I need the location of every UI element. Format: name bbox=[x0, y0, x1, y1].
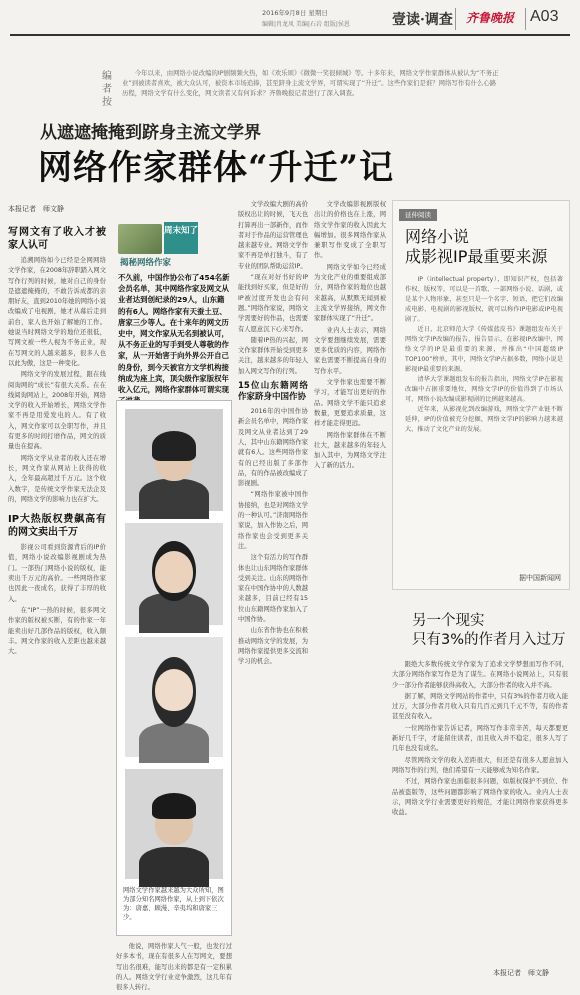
sidebar-title bbox=[405, 227, 547, 267]
book-icon bbox=[118, 224, 162, 254]
right-article-title bbox=[412, 612, 566, 650]
highlight-lead: 不久前，中国作协公布了454名新会员名单，其中网络作家及网文从业者达到创纪录的29人，山东籍的有6人。网络作家有天蚕土豆、唐家三少等人。在十来年的网文历史中，网文作家从无名到被认可，从不务正业的写手到受人尊敬的作家，从一开始害于向外界公开自己的身份，到今天被官方文学机构接纳成为座上宾，顶尖级作家版权年收入亿元，网络作家群体可谓实现 bbox=[118, 273, 230, 395]
right-byline: 本报记者 师文静 bbox=[493, 969, 549, 977]
paragraph: “网络作家被中国作协接纳，也是对网络文学的一种认可。”济南网络作家说，加入作协之后，网络作家也会受到更多关注。 bbox=[238, 491, 308, 550]
main-headline: 网络作家群体“升迁”记 bbox=[38, 148, 395, 188]
masthead bbox=[0, 0, 580, 40]
paragraph: 文学作家也需要不断学习，才能写出更好的作品。网络文学不能只追求数量，更要追求质量，这样才能走得更远。 bbox=[314, 379, 386, 428]
editor-note-label: 编者按 bbox=[102, 71, 112, 108]
paragraph: 文学改编影视剧版权出让的价格也在上涨，网络文学作家的收入因此大幅增加。很多网络作家从兼职写作变成了全职写作。 bbox=[314, 201, 386, 260]
paragraph: 尽管网络文学的收入差距很大，但还是有很多人愿意加入网络写作的行列，他们希望有一天能够成为知名作家。 bbox=[392, 756, 568, 774]
issue-date: 2016年9月8日 星期日 bbox=[262, 9, 328, 17]
paragraph: 随着IP热的兴起，网文作家群体开始受到更多关注，越来越多的年轻人加入网文写作的行列。 bbox=[238, 336, 308, 375]
paragraph: 网络文学如今已经成为文化产业的重要组成部分，网络作家的地位也越来越高，从默默无闻到被主流文学界接纳，网文作家群体实现了“升迁”。 bbox=[314, 263, 386, 323]
sidebar-text bbox=[405, 275, 563, 567]
section-title: IP大热版权费飙高有的网文卖出千万 bbox=[8, 514, 106, 539]
divider bbox=[455, 8, 456, 30]
paragraph: 跟绝大多数传统文学作家为了追求文学梦想而写作不同，大部分网络作家写作是为了谋生。在网络小说网站上，只有很少一部分作者能够获得高收入，大部分作者的收入并不高。 bbox=[392, 661, 568, 689]
article-column-4 bbox=[314, 200, 386, 960]
article-column-1 bbox=[8, 222, 106, 952]
paragraph: 这个有活力的写作群体也让山东网络作家群体受到关注。山东的网络作家在中国作协中的人数越来越多，目前已经有15位山东籍网络作家加入了中国作协。 bbox=[238, 554, 308, 623]
paragraph: 山东省作协也在积极推动网络文学的发展，为网络作家提供更多交流和学习的机会。 bbox=[238, 627, 308, 666]
paragraph: 网络文学从业者的收入还在增长，网文作家从网站上获得的收入，全年最高超过千万元。这个收入数字，是传统文学作家无法企及的，网络文学的影响力也在扩大。 bbox=[8, 454, 106, 503]
column-title: 壹读·调查 bbox=[392, 12, 453, 28]
paragraph: 近年来，从影视化到改编游戏，网络文学产业链不断延伸，IP的价值被充分挖掘，网络文学IP的影响力越来越大，推动了文化产业的发展。 bbox=[405, 406, 563, 433]
paragraph: 不过，网络作家也面临很多问题，如版权保护不到位、作品被盗版等，这些问题都影响了网络作家的收入。业内人士表示，网络文学行业需要更好的规范，才能让网络作家获得更多收益。 bbox=[392, 778, 568, 817]
section-title: 写网文有了收入才被家人认可 bbox=[8, 227, 106, 251]
section-title: 15位山东籍网络作家跻身中国作协 bbox=[238, 381, 308, 403]
paragraph: 网络作家群体在不断壮大，越来越多的年轻人加入其中，为网络文学注入了新的活力。 bbox=[314, 431, 386, 470]
article-column-2 bbox=[116, 942, 232, 992]
paragraph: 他说，网络作家人气一般，也发行过好多本书，现在有很多人在写网文，要想写出名很难，能写出来的都是有一定积累的人。网络文学行业竞争激烈，这几年有很多人转行。 bbox=[116, 943, 232, 992]
sidebar-source: 据中国新闻网 bbox=[519, 574, 561, 582]
paragraph: 2016年的中国作协新会员名单中，网络作家及网文从业者达到了29人，其中山东籍网络作家就有6人。这些网络作家有的已经出版了多部作品，有的作品被改编成了影视剧。 bbox=[238, 408, 308, 488]
paragraph: 追溯网络如今已经是全网网络文学作家，在2008年辞职踏入网文写作行列的时候，她对自己的身份是遮遮掩掩的，不敢告诉成都的亲朋好友，直到2010年她的网络小说改编成了电视剧，她才从幕后走到前台，家人也开始了解她的工作。她说当时网络文学的地位还很低，写网文被一些人视为不务正业，现在写网文的人越来越多，很多人也以此为傲，这是一种变化。 bbox=[8, 257, 106, 367]
related-reading-tag: 延伸阅读 bbox=[399, 209, 437, 221]
photo-caption: 网络文学作家越来越为大众所知，图为部分知名网络作家，从上到下依次为：唐嘉、顾漫、辛夷坞和唐家三少。 bbox=[123, 887, 224, 921]
paragraph: 影视公司看到资源背后的IP价值，网络小说改编影视剧成为热门。一部热门网络小说的版权，能卖出千万元的高价。一些网络作家也因此一夜成名，获得了丰厚的收入。 bbox=[8, 544, 106, 603]
editors-credit: 编辑|肖龙凤 美编|石岩 组版|侯恩 bbox=[262, 21, 350, 28]
sub-headline: 从遮遮掩掩到跻身主流文学界 bbox=[40, 123, 261, 143]
author-photos bbox=[116, 400, 232, 936]
editor-note-text: 今年以来，由网络小说改编的IP剧频频火热，如《欢乐颂》《微微一笑很倾城》等。十多年来，网络文学作家群体从被认为“不务正业”到被读者喜欢，被大众认可，被资本市场追捧，甚至跻身主流文学界，可谓实现了“升迁”。这些作家们是谁？网络写作有什么心路历程，网络文学有什么变化，网文读者又有何诉求？齐鲁晚报记者进行了深入调查。 bbox=[122, 69, 499, 97]
right-article-text bbox=[392, 660, 568, 960]
paragraph: 文学改编大剧的高价版权出让的时候，飞天也打算再出一部新作，而作者对于作品的运营管理也越来越专业。网络文学作家不再是单打独斗，有了专业的团队帮助运营IP。 bbox=[238, 201, 308, 270]
right-title-line2: 只有3%的作者月入过万 bbox=[412, 632, 566, 648]
article-column-3 bbox=[238, 200, 308, 960]
page-number: A03 bbox=[530, 8, 559, 25]
masthead-rule bbox=[10, 34, 570, 36]
byline: 本报记者 师文静 bbox=[8, 205, 64, 213]
paragraph: 据了解，网络文学网站的作者中，只有3%的作者月收入能过万，大部分作者月收入只有几百元到几千元不等，有的作者甚至没有收入。 bbox=[392, 692, 568, 721]
divider bbox=[525, 8, 526, 30]
paragraph: “现在对好书好的IP能找到好买家，但是好的IP被过度开发也会有问题。”网络作家说，网络文学需要好的作品，也需要有人愿意沉下心来写作。 bbox=[238, 274, 308, 333]
author-photo bbox=[125, 409, 223, 511]
paragraph: IP（intellectual property），即知识产权，包括著作权、版权等，可以是一首歌、一部网络小说、话剧，或是某个人物形象，甚至只是一个名字、短语，把它们改编成电影、电视剧的影视版权，就可以称作IP电影或IP电视剧了。 bbox=[405, 276, 563, 323]
author-photo bbox=[125, 769, 223, 879]
paragraph: 网络文学的发展过程，跟在线阅询网的“成长”有很大关系。在在线阅询网站上，2008年开始，网络文学的收入开始增长，网络文学作家不再是用爱发电的人。有了收入，网文作家可以全职写作，并且有更多的时间打磨作品，网文的质量也在提高。 bbox=[8, 371, 106, 451]
sidebar-title-line1: 网络小说 bbox=[405, 227, 470, 246]
right-title-line1: 另一个现实 bbox=[412, 613, 485, 629]
related-reading-box bbox=[392, 200, 570, 590]
paragraph: 在“IP”一热的时候，很多网文作家的版权被买断，有的作家一年能卖出好几部作品的版权，收入颇丰。网文作家的收入差距也越来越大。 bbox=[8, 606, 106, 656]
paragraph: 一位网络作家告诉记者，网络写作非常辛苦，每天都要更新好几千字，才能留住读者，而且收入并不稳定，很多人写了几年也没有成名。 bbox=[392, 724, 568, 753]
author-photo bbox=[125, 523, 223, 625]
author-photo bbox=[125, 637, 223, 757]
weekend-feature-badge bbox=[118, 222, 200, 266]
weekend-badge: 周末知了 bbox=[164, 222, 198, 254]
paragraph: 业内人士表示，网络文学要想继续发展，需要更多优质的内容，网络作家也需要不断提高自身的写作水平。 bbox=[314, 326, 386, 375]
sidebar-title-line2: 成影视IP最重要来源 bbox=[405, 247, 548, 266]
newspaper-logo: 齐鲁晚报 bbox=[466, 11, 515, 25]
paragraph: 清华大学课题组发布的报告指出，网络文学IP在影视改编中占据重要地位，网络文学IP的价值得到了市场认可，网络小说改编成影视剧的比例越来越高。 bbox=[405, 376, 563, 403]
feature-label: 揭秘网络作家 bbox=[120, 258, 172, 268]
paragraph: 近日，北京师范大学《传媒蓝皮书》课题组发布关于网络文学IP改编的报告，报告显示，在影视IP改编中，网络文学的IP是最重要的来源，并推出“中国超级IP TOP100”榜单，其中，网络文学IP占据多数，网络小说是影视IP最重要的来源。 bbox=[405, 326, 563, 373]
